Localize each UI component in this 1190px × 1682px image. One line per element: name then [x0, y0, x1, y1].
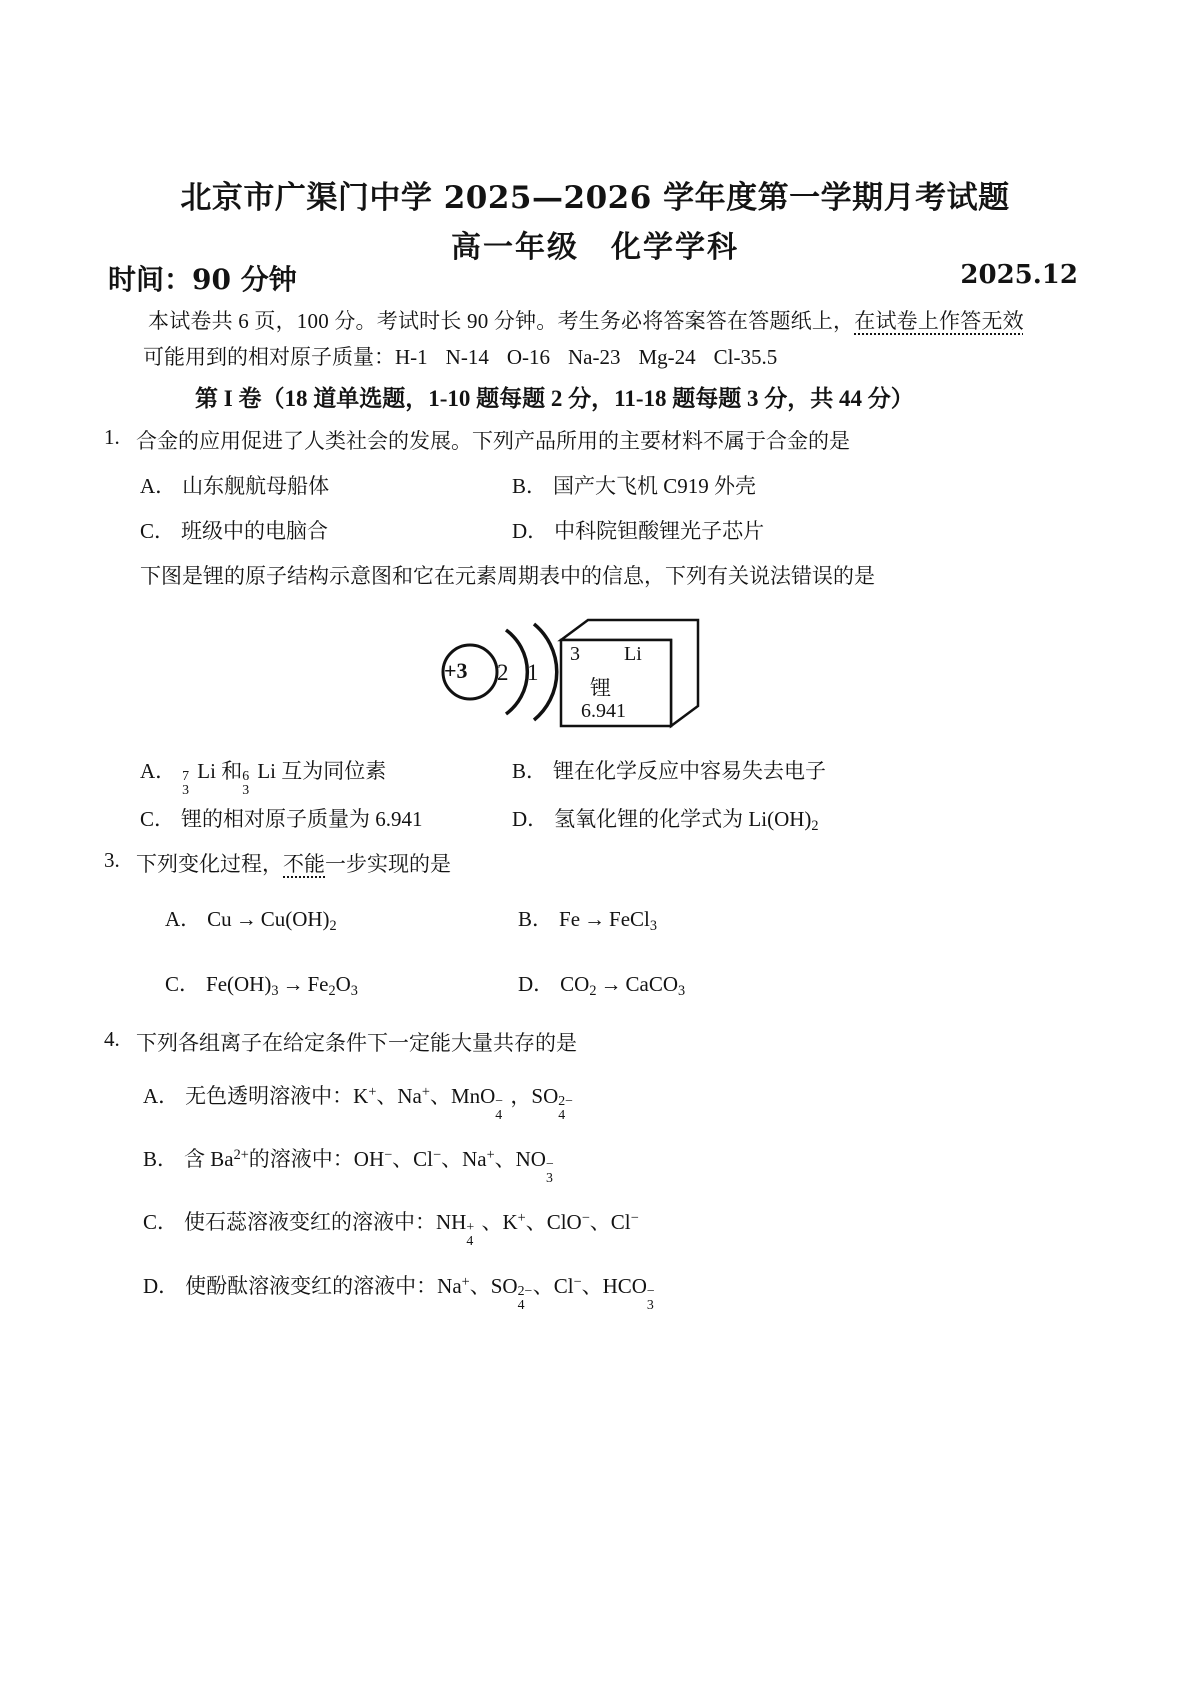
question-3-option-a[interactable] — [165, 903, 337, 935]
ion-4: SO 2− 4 — [531, 1084, 573, 1123]
question-3-stem — [136, 848, 1076, 878]
shell-electron-count-1: 2 — [497, 660, 509, 685]
arrow-icon: → — [584, 907, 606, 931]
ion-3: ClO− — [546, 1210, 590, 1234]
option-text: 氢氧化锂的化学式为 Li(OH) — [554, 807, 812, 831]
ion-charge: + — [517, 1210, 526, 1227]
question-4-option-d[interactable] — [143, 1270, 662, 1313]
ion-charge: + — [461, 1274, 470, 1291]
product-subscript-1: 2 — [328, 982, 336, 999]
option-text: 中科院钽酸锂光子芯片 — [554, 519, 765, 543]
mass-h: H-1 — [395, 345, 428, 369]
option-text: 互为同位素 — [281, 759, 387, 783]
reactant: Fe(OH) — [206, 972, 272, 996]
ion-separator-3: 、 — [494, 1147, 516, 1171]
ion-separator-1: 、 — [376, 1084, 398, 1108]
arrow-icon: → — [600, 972, 622, 996]
option-label: D． — [512, 519, 549, 543]
question-2-option-d[interactable] — [512, 803, 819, 835]
product: Cu(OH) — [260, 907, 330, 931]
question-1-option-a[interactable] — [140, 470, 329, 500]
mass-na: Na-23 — [568, 345, 621, 369]
ion-2: K+ — [502, 1210, 526, 1234]
reactant: CO — [560, 972, 590, 996]
option-text: 国产大飞机 C919 外壳 — [553, 474, 757, 498]
option-label: C． — [165, 972, 201, 996]
isotope-conjunction: 和 — [221, 759, 243, 783]
question-3-option-b[interactable] — [518, 903, 657, 935]
option-label: D． — [518, 972, 555, 996]
option-label: B． — [518, 907, 554, 931]
question-2-option-a[interactable] — [140, 755, 387, 798]
formula-subscript: 2 — [811, 817, 819, 834]
ion-separator-2: 、 — [429, 1084, 451, 1108]
section-one-heading: 第 I 卷（18 道单选题，1-10 题每题 2 分，11-18 题每题 3 分，共 44 分） — [195, 386, 914, 411]
ion-separator-2: 、 — [532, 1274, 554, 1298]
option-text: 山东舰航母船体 — [182, 474, 330, 498]
option-condition: 使石蕊溶液变红的溶液中： — [184, 1210, 437, 1234]
element-relative-mass: 6.941 — [581, 700, 626, 722]
exam-duration-label: 时间：90 分钟 — [108, 263, 297, 296]
option-text: 班级中的电脑合 — [181, 519, 329, 543]
ion-separator-1: 、 — [469, 1274, 491, 1298]
option-label: B． — [143, 1147, 179, 1171]
question-2-option-b[interactable] — [512, 755, 826, 785]
notice-emphasis-text: 在试卷上作答无效 — [854, 309, 1024, 333]
question-3-option-d[interactable] — [518, 968, 685, 1000]
page-title: 北京市广渠门中学 2025—2026 学年度第一学期月考试题 — [180, 180, 1010, 216]
product-part-1: Fe — [307, 972, 329, 996]
ion-1: OH− — [353, 1147, 393, 1171]
ion-1: Na+ — [437, 1274, 470, 1298]
ion-charge: − — [630, 1210, 639, 1227]
ion-separator-1: 、 — [392, 1147, 414, 1171]
ion-charge: − — [384, 1147, 393, 1164]
ion-charge: + — [368, 1084, 377, 1101]
question-2-stem: 下图是锂的原子结构示意图和它在元素周期表中的信息，下列有关说法错误的是 — [140, 564, 875, 588]
element-atomic-number: 3 — [570, 643, 580, 665]
question-4-option-a[interactable] — [143, 1080, 573, 1123]
option-label: C． — [143, 1210, 179, 1234]
element-symbol: Li — [624, 643, 642, 665]
ion-4: NO − 3 — [515, 1147, 554, 1186]
question-1-option-d[interactable] — [512, 515, 764, 545]
nucleus-charge-label: +3 — [444, 658, 468, 683]
option-label: A． — [143, 1084, 180, 1108]
arrow-icon: → — [235, 907, 257, 931]
masses-label: 可能用到的相对原子质量： — [143, 345, 395, 369]
ion-2: Na+ — [397, 1084, 430, 1108]
ion-charge: + — [486, 1147, 495, 1164]
option-label: B． — [512, 474, 548, 498]
ion-2: Cl− — [413, 1147, 442, 1171]
ion-4: Cl− — [610, 1210, 639, 1234]
ion-3: MnO − 4 — [450, 1084, 504, 1123]
exam-notice — [148, 305, 1078, 335]
isotope-a-mass-number: 7 — [182, 768, 190, 784]
ion-1: K+ — [353, 1084, 377, 1108]
ion-2: SO 2− 4 — [490, 1274, 533, 1313]
question-1-option-c[interactable] — [140, 515, 328, 545]
question-3-number: 3. — [104, 848, 120, 872]
stem-emphasis-text: 不能 — [283, 852, 325, 876]
ion-3: Cl− — [553, 1274, 582, 1298]
shell-electron-count-2: 1 — [527, 660, 539, 685]
question-4-stem: 下列各组离子在给定条件下一定能大量共存的是 — [136, 1031, 577, 1055]
ion-separator-1: 、 — [481, 1210, 503, 1234]
notice-plain-text: 本试卷共 6 页，100 分。考试时长 90 分钟。考生务必将答案答在答题纸上， — [148, 309, 855, 333]
mass-cl: Cl-35.5 — [713, 345, 778, 369]
reactant-subscript: 3 — [271, 982, 279, 999]
product: FeCl — [609, 907, 650, 931]
ion-separator-3: ， — [510, 1084, 532, 1108]
isotope-b-atomic-number: 3 — [242, 782, 250, 798]
barium-charge: 2+ — [233, 1147, 249, 1164]
option-condition: 无色透明溶液中： — [185, 1084, 354, 1108]
question-1-stem: 合金的应用促进了人类社会的发展。下列产品所用的主要材料不属于合金的是 — [136, 429, 850, 453]
relative-atomic-masses — [143, 341, 1103, 371]
option-condition: 使酚酞溶液变红的溶液中： — [185, 1274, 438, 1298]
question-4-option-b[interactable] — [143, 1143, 561, 1186]
isotope-a-symbol: Li — [197, 759, 216, 783]
question-4-option-c[interactable] — [143, 1206, 639, 1249]
ion-separator-2: 、 — [525, 1210, 547, 1234]
product-subscript-2: 3 — [350, 982, 358, 999]
ion-charge: − — [573, 1274, 582, 1291]
option-label: B． — [512, 759, 548, 783]
option-label: A． — [140, 474, 177, 498]
ion-3: Na+ — [462, 1147, 495, 1171]
option-label: A． — [165, 907, 202, 931]
product-part-2: O — [335, 972, 351, 996]
option-label: C． — [140, 807, 176, 831]
option-condition-pre: 含 Ba — [184, 1147, 234, 1171]
element-chinese-name: 锂 — [590, 676, 611, 700]
option-text: 锂的相对原子质量为 6.941 — [181, 807, 423, 831]
option-label: D． — [143, 1274, 180, 1298]
option-label: A． — [140, 759, 177, 783]
exam-date: 2025.12 — [960, 260, 1078, 290]
product: CaCO — [625, 972, 678, 996]
product-subscript: 3 — [678, 982, 686, 999]
mass-o: O-16 — [506, 345, 551, 369]
ion-charge: + — [421, 1084, 430, 1101]
isotope-b-mass-number: 6 — [242, 768, 250, 784]
option-label: C． — [140, 519, 176, 543]
lithium-atom-figure — [430, 610, 750, 750]
option-text: 锂在化学反应中容易失去电子 — [553, 759, 827, 783]
reactant: Fe — [559, 907, 581, 931]
option-label: D． — [512, 807, 549, 831]
ion-separator-3: 、 — [589, 1210, 611, 1234]
ion-1: NH + 4 — [436, 1210, 475, 1249]
ion-separator-2: 、 — [441, 1147, 463, 1171]
question-2-option-c[interactable] — [140, 803, 423, 833]
isotope-a-atomic-number: 3 — [182, 782, 190, 798]
product-subscript: 3 — [649, 917, 657, 934]
stem-post-text: 一步实现的是 — [325, 852, 451, 876]
mass-n: N-14 — [445, 345, 489, 369]
page-subtitle: 高一年级 化学学科 — [451, 230, 739, 265]
reactant: Cu — [207, 907, 232, 931]
question-3-option-c[interactable] — [165, 968, 358, 1000]
ion-charge: − — [581, 1210, 590, 1227]
stem-pre-text: 下列变化过程， — [136, 852, 283, 876]
question-1-number: 1. — [104, 425, 120, 449]
question-4-number: 4. — [104, 1027, 120, 1051]
question-1-option-b[interactable] — [512, 470, 756, 500]
isotope-b-symbol: Li — [257, 759, 276, 783]
ion-4: HCO − 3 — [602, 1274, 655, 1313]
mass-mg: Mg-24 — [638, 345, 696, 369]
ion-charge: − — [433, 1147, 442, 1164]
product-subscript: 2 — [329, 917, 337, 934]
ion-separator-3: 、 — [581, 1274, 603, 1298]
arrow-icon: → — [282, 972, 304, 996]
electron-shell-arc-1 — [506, 630, 527, 714]
option-condition-post: 的溶液中： — [248, 1147, 354, 1171]
reactant-subscript: 2 — [589, 982, 597, 999]
